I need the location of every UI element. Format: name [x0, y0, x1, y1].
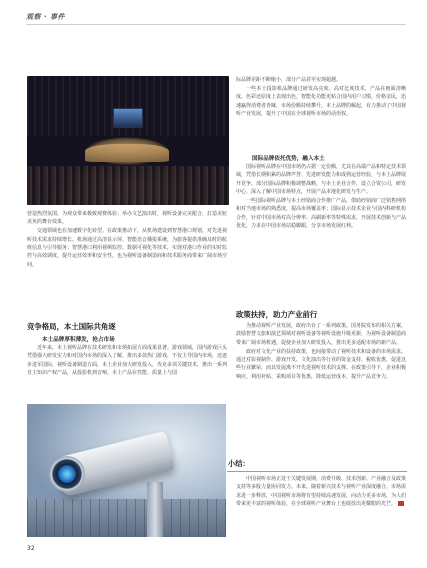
- right-policy-para-1: 为推动视听产业发展，政府出台了一系列政策。国务院发布的相关方案，鼓励智慧文旅和演艺领域对视听设备等视听设施升级更新，为视听设备制造商带来广阔市场机遇，促使企业加大研发投入，推出更多适配市场的新产品。: [236, 323, 407, 346]
- right-column-international: [236, 163, 406, 231]
- left-column-top: [27, 210, 227, 270]
- right-column-policy: [236, 322, 406, 382]
- camera-lens: [58, 465, 76, 483]
- summary-text: 中国视听市场正处于关键发展期，消费升级、技术创新、产业融合及政策支持等多股力量协同发力。未来，随着新兴技术与视听产业深度融合，市场需求进一步释放，中国视听市场将有望持续高速发展，向动力更多市场，为人们带来更丰富的视听体验，在全球视听产业舞台上也绽放出更耀眼的光芒。: [236, 476, 407, 508]
- page-number: 32: [27, 545, 35, 552]
- left-column-section: [27, 344, 227, 378]
- right-para-2: 一些本土投影机品牌通过研发高亮度、高对比度技术，产品在画面清晰度、色彩还原度上表现出色，智能化功能更贴合国内用户习惯，价格亲民，迅速赢得消费者青睐，市场份额持续攀升。本土品牌的崛起，有力推动了中国视听产业发展，提升了中国在全球视听市场的话语权。: [236, 85, 407, 118]
- arena-photo: [27, 76, 229, 205]
- arena-scoreboard: [113, 108, 143, 128]
- subtitle-international-brands: 国际品牌依托优势，融入本土: [252, 156, 325, 162]
- arena-court: [85, 144, 169, 162]
- section-header: 观察 · 事件: [26, 13, 66, 21]
- surveillance-camera-photo: [27, 404, 226, 537]
- section-title-competition: 竞争格局，本土国际共角逐: [27, 322, 116, 331]
- right-intl-para-2: 一些国际视听品牌与本土经销商合作推广产品，借助经销商广泛销售网络和对当地市场的熟悉度，提高市场覆盖率；国际显示技术企业与国内科研机构合作，针对中国市场对高分辨率、高刷新率等特殊需求，开展技术创新与产品优化，力求在中国市场站稳脚跟，分享市场发展红利。: [236, 198, 407, 230]
- left-para-2: 交通领域也在加速数字化转型。在政策推动下，从机场建设到智慧港口规划，对先进视听技术需求持续增长。机场通过高清显示屏、智能语音播报系统，为旅客提供准确及时的航班信息与引导服务；智慧港口利用视频监控、数据可视化等技术，实现对港口作业的实时监控与高效调度，提升运营效率和安全性，也为视听设备制造商和技术服务商带来广阔市场空间。: [27, 228, 228, 268]
- arena-crowd: [27, 166, 229, 205]
- right-intl-para-1: 国际视听品牌在中国市场仍占据一定份额，尤其在高端产品和特定技术领域，凭借长期积累的品牌声誉、先进研发能力和成熟运营经验，与本土品牌展开竞争。部分国际品牌积极调整战略，与本土企业合作，设立合资公司，研发中心，深入了解中国市场特点，开展产品本地化研发与生产。: [236, 164, 407, 196]
- left-section-para-1: 近年来，本土视听品牌在技术研发和市场拓展方面成果显著。游戏领域，国内游戏巨头凭借强大研发实力和对国内市场的深入了解，推出多款热门游戏，不仅主导国内市场，还逐步进军国际，视听设备制造方面，本土企业加大研发投入，攻克多项关键技术，推出一系列自主知识产权产品，从投影机到音响，本土产品在性能、质量上与国: [27, 345, 228, 377]
- summary-body: [236, 475, 406, 509]
- right-policy-para-2: 政府对文化产业的扶持政策，也间接带动了视听技术和设备的市场需求。通过对影视制作、游戏开发、文化演出等行业的资金支持、税收优惠，促进这些行业繁荣，而其发展离不开先进视听技术的支撑。在政策引导下，企业积极响应，利用补贴、采购项目等优惠，降低运营成本，提升产品竞争力。: [236, 348, 407, 380]
- end-mark-icon: [398, 501, 404, 506]
- subtitle-domestic-brands: 本土品牌厚积薄发，抢占市场: [42, 337, 115, 343]
- fence-background: [27, 499, 226, 537]
- header-divider: [26, 24, 406, 25]
- camera-mount: [147, 482, 163, 537]
- right-column-top: [236, 76, 406, 119]
- summary-para-1: [236, 475, 406, 509]
- summary-divider: [227, 471, 407, 472]
- left-para-1: 营造热烈氛围，为观众带来极致观赛体验；举办文艺演出时，视听设备完美配合，打造美轮美奂的舞台效果。: [27, 211, 228, 226]
- right-para-1: 际品牌差距不断缩小，部分产品甚至实现超越。: [236, 77, 342, 83]
- section-title-policy: 政策扶持，助力产业前行: [236, 310, 318, 319]
- summary-title: 小结：: [228, 459, 250, 468]
